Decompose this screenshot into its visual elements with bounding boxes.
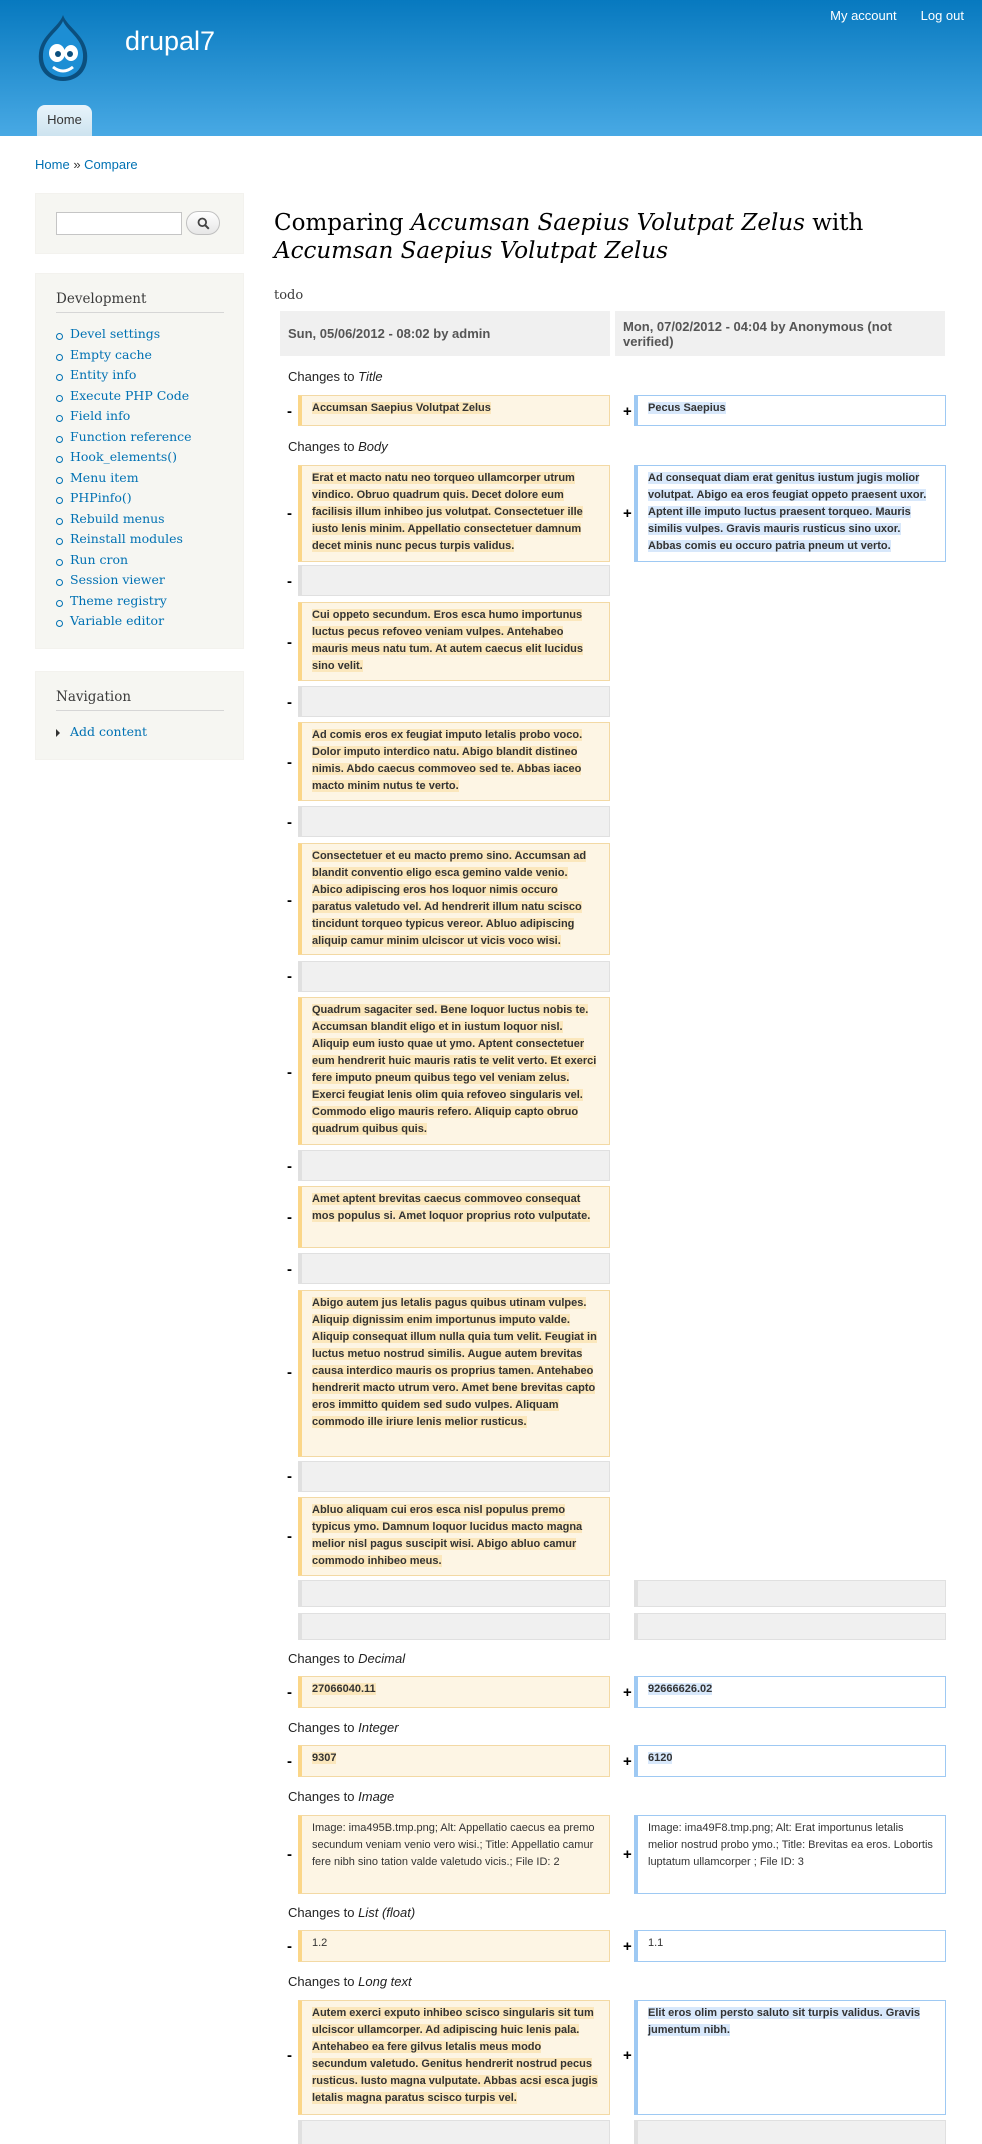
body-old-empty-line (298, 686, 610, 717)
dev-link-execute-php[interactable]: Execute PHP Code (70, 387, 190, 403)
dev-link-reinstall-modules[interactable]: Reinstall modules (70, 531, 183, 546)
minus-marker: - (287, 1528, 292, 1545)
list-float-new-value: 1.1 (634, 1930, 946, 1962)
body-old-empty-line (298, 806, 610, 837)
minus-marker: - (287, 814, 292, 831)
minus-marker: - (287, 1684, 292, 1701)
image-old-value: Image: ima495B.tmp.png; Alt: Appellatio caecus ea premo secundum veniam venio vero wisi.; Title: Appellatio camur fere nibh sino tation valde valetudo vicis.; File ID: 2 (298, 1815, 610, 1894)
minus-marker: - (287, 1064, 292, 1081)
development-block (35, 273, 244, 649)
image-new-value: Image: ima49F8.tmp.png; Alt: Erat importunus letalis melior nostrud probo ymo.; Title: Brevitas ea eros. Lobortis luptatum ullamcorper ; File ID: 3 (634, 1815, 946, 1894)
dev-link-theme-registry[interactable]: Theme registry (70, 592, 167, 608)
search-icon (197, 217, 210, 230)
minus-marker: - (287, 968, 292, 985)
secondary-menu (830, 8, 964, 23)
navigation-block (35, 671, 244, 760)
navigation-block-title: Navigation (56, 689, 224, 711)
dev-link-entity-info[interactable]: Entity info (70, 367, 137, 382)
dev-link-session-viewer[interactable]: Session viewer (70, 572, 165, 587)
right-revision-header (615, 311, 945, 356)
search-block (35, 193, 244, 254)
site-name[interactable]: drupal7 (125, 26, 216, 56)
log-out-link[interactable]: Log out (920, 8, 964, 23)
dev-link-phpinfo[interactable]: PHPinfo() (70, 490, 132, 505)
minus-marker: - (287, 2047, 292, 2064)
right-revision-label: Mon, 07/02/2012 - 04:04 by Anonymous (not verified) (623, 318, 892, 349)
site-header (0, 0, 982, 136)
body-old-paragraph: Cui oppeto secundum. Eros esca humo importunus luctus pecus refoveo veniam vulpes. Antehabeo mauris meus natu tum. At autem caecus elit lucidus sino velit. (298, 602, 610, 681)
minus-marker: - (287, 634, 292, 651)
tab-home[interactable]: Home (37, 105, 92, 136)
minus-marker: - (287, 694, 292, 711)
title-with: with (812, 210, 864, 236)
dev-link-field-info[interactable]: Field info (70, 408, 131, 423)
list-float-old-value: 1.2 (298, 1930, 610, 1962)
field-heading-decimal: Changes to Decimal (288, 1651, 406, 1666)
dev-link-hook-elements[interactable]: Hook_elements() (70, 449, 178, 464)
body-empty-line-left (298, 1613, 610, 1640)
plus-marker: + (623, 1753, 632, 1770)
breadcrumb (35, 157, 138, 172)
plus-marker: + (623, 1684, 632, 1701)
plus-marker: + (623, 1938, 632, 1955)
plus-marker: + (623, 1846, 632, 1863)
breadcrumb-home-link[interactable]: Home (35, 157, 70, 172)
body-empty-line-right (634, 1580, 946, 1607)
minus-marker: - (287, 403, 292, 420)
minus-marker: - (287, 1753, 292, 1770)
field-heading-title: Changes to Title (288, 369, 383, 384)
plus-marker: + (623, 2047, 632, 2064)
dev-link-run-cron[interactable]: Run cron (70, 551, 129, 567)
body-old-paragraph: Abigo autem jus letalis pagus quibus utinam vulpes. Aliquip dignissim enim importunus imputo valde. Aliquip consequat illum nulla quia tum velit. Feugiat in luctus metuo nostrud similis. Augue autem brevitas causa interdico mauris os proprius tamen. Antehabeo hendrerit macto utrum vero. Amet bene brevitas capto eros immitto quidem sed sudo vulpes. Aliquam commodo ille iriure lenis melior rusticus. (298, 1290, 610, 1457)
plus-marker: + (623, 403, 632, 420)
minus-marker: - (287, 1209, 292, 1226)
body-old-paragraph: Erat et macto natu neo torqueo ullamcorper utrum vindico. Obruo quadrum quis. Decet dolore eum facilisis illum inhibeo jus volutpat. Consectetuer ille iusto lenis minim. Appellatio consectetuer damnum decet minis nunc pecus turpis validus. (298, 465, 610, 562)
body-old-paragraph: Ad comis eros ex feugiat imputo letalis probo voco. Dolor imputo interdico natu. Abigo blandit distineo nimis. Abdo caecus commoveo sed te. Abbas iaceo macto minim nutus te verto. (298, 722, 610, 801)
body-old-empty-line (298, 1150, 610, 1181)
dev-link-empty-cache[interactable]: Empty cache (70, 346, 152, 362)
node-title: todo (274, 288, 304, 303)
development-block-title: Development (56, 291, 224, 313)
body-old-paragraph: Consectetuer et eu macto premo sino. Accumsan ad blandit conventio eligo esca gemino valde venio. Abico adipiscing eros hos loquor nimis occuro paratus valetudo vel. Ad hendrerit illum natu scisco tincidunt torqueo typicus vereor. Abluo adipiscing aliquip camur minim ulciscor ut vicis voco wisi. (298, 843, 610, 955)
minus-marker: - (287, 505, 292, 522)
dev-link-devel-settings[interactable]: Devel settings (70, 326, 161, 341)
dev-link-menu-item[interactable]: Menu item (70, 469, 139, 485)
body-old-empty-line (298, 565, 610, 596)
minus-marker: - (287, 1261, 292, 1278)
minus-marker: - (287, 573, 292, 590)
minus-marker: - (287, 892, 292, 909)
title-prefix: Comparing (274, 210, 404, 236)
long-text-new-value: Elit eros olim persto saluto sit turpis validus. Gravis jumentum nibh. (634, 2000, 946, 2115)
minus-marker: - (287, 1468, 292, 1485)
search-input[interactable] (56, 212, 182, 235)
field-heading-integer: Changes to Integer (288, 1720, 399, 1735)
dev-link-rebuild-menus[interactable]: Rebuild menus (70, 510, 165, 526)
breadcrumb-separator: » (73, 157, 81, 172)
minus-marker: - (287, 1364, 292, 1381)
my-account-link[interactable]: My account (830, 8, 897, 23)
left-revision-header (280, 311, 610, 356)
body-old-paragraph: Amet aptent brevitas caecus commoveo consequat mos populus si. Amet loquor proprius roto vulputate. (298, 1186, 610, 1248)
body-old-empty-line (298, 1461, 610, 1492)
page-title (274, 209, 934, 265)
minus-marker: - (287, 1846, 292, 1863)
navigation-menu (56, 724, 147, 739)
integer-new-value: 6120 (634, 1745, 946, 1777)
long-text-empty-line-left (298, 2120, 610, 2144)
body-old-empty-line (298, 961, 610, 992)
body-old-paragraph: Abluo aliquam cui eros esca nisl populus premo typicus ymo. Damnum loquor lucidus macto magna melior nisl pagus suscipit wisi. Abigo abluo camur commodo inhibeo meus. (298, 1497, 610, 1576)
drupal-logo-icon[interactable] (33, 13, 93, 83)
body-empty-line-right (634, 1613, 946, 1640)
body-new-value: Ad consequat diam erat genitus iustum jugis molior volutpat. Abigo ea eros feugiat oppeto praesent uxor. Aptent ille imputo luctus praesent torqueo. Mauris similis vulpes. Gravis mauris rusticus sino uxor. Abbas comis eu occuro patria pneum ut verto. (634, 465, 946, 562)
field-heading-list-float: Changes to List (float) (288, 1905, 416, 1920)
field-heading-image: Changes to Image (288, 1789, 395, 1804)
dev-link-function-reference[interactable]: Function reference (70, 428, 192, 444)
long-text-empty-line-right (634, 2120, 946, 2144)
minus-marker: - (287, 754, 292, 771)
breadcrumb-compare-link[interactable]: Compare (84, 157, 138, 172)
integer-old-value: 9307 (298, 1745, 610, 1777)
body-old-paragraph: Quadrum sagaciter sed. Bene loquor luctus nobis te. Accumsan blandit eligo et in iustum loquor nisl. Aliquip eum iusto quae ut ymo. Aptent consectetuer eum hendrerit huic mauris ratis te velit verto. Et exerci fere imputo pneum quibus tego vel veniam zelus. Exerci feugiat lenis olim quia refoveo singularis vel. Commodo eligo mauris refero. Aliquip capto obruo quadrum quibus quis. (298, 997, 610, 1145)
body-empty-line-left (298, 1580, 610, 1607)
title-old-value: Accumsan Saepius Volutpat Zelus (298, 395, 610, 426)
search-button[interactable] (186, 211, 220, 235)
body-old-empty-line (298, 1253, 610, 1284)
development-menu (56, 326, 192, 634)
title-left-revision: Accumsan Saepius Volutpat Zelus (410, 210, 805, 236)
minus-marker: - (287, 1938, 292, 1955)
plus-marker: + (623, 505, 632, 522)
decimal-old-value: 27066040.11 (298, 1676, 610, 1708)
left-revision-label: Sun, 05/06/2012 - 08:02 by admin (288, 326, 491, 341)
nav-link-add-content[interactable]: Add content (70, 724, 148, 739)
field-heading-body: Changes to Body (288, 439, 388, 454)
decimal-new-value: 92666626.02 (634, 1676, 946, 1708)
dev-link-variable-editor[interactable]: Variable editor (70, 613, 165, 628)
long-text-old-value: Autem exerci exputo inhibeo scisco singularis sit tum ulciscor ullamcorper. Ad adipiscing huic lenis pala. Antehabeo ea fere gilvus letalis meus modo secundum valetudo. Genitus hendrerit nostrud pecus rusticus. Iusto magna vulputate. Abbas acsi esca jugis letalis magna paratus scisco turpis vel. (298, 2000, 610, 2115)
minus-marker: - (287, 1158, 292, 1175)
title-new-value: Pecus Saepius (634, 395, 946, 426)
field-heading-long-text: Changes to Long text (288, 1974, 412, 1989)
title-right-revision: Accumsan Saepius Volutpat Zelus (274, 238, 669, 264)
